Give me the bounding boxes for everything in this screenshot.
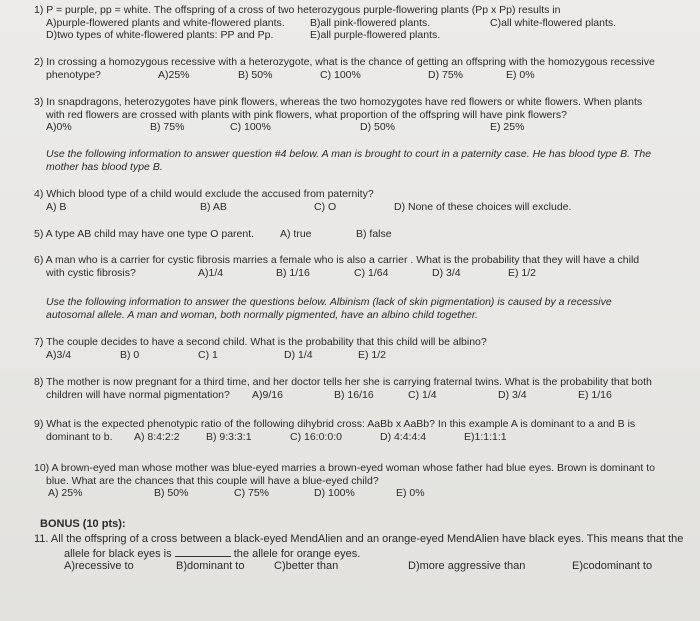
question-2-stem-line2: phenotype? bbox=[46, 68, 101, 81]
answer-blank bbox=[175, 547, 231, 557]
q1-choice-c: C)all white-flowered plants. bbox=[490, 16, 617, 29]
question-7 bbox=[34, 336, 674, 361]
info-block-paternity bbox=[46, 148, 676, 173]
question-6-stem: 6) A man who is a carrier for cystic fibrosis marries a female who is also a carrier . What is the probability that they will have a child bbox=[34, 254, 640, 266]
q9-choice-e: E)1:1:1:1 bbox=[464, 430, 507, 443]
question-11-line2-post: the allele for orange eyes. bbox=[233, 547, 361, 560]
q7-choice-d: D) 1/4 bbox=[284, 348, 313, 361]
q4-choice-c: C) O bbox=[314, 200, 337, 213]
q8-choice-b: B) 16/16 bbox=[334, 388, 374, 401]
info-1-line1: Use the following information to answer question #4 below. A man is brought to court in a paternity case. He has blood type B. The bbox=[46, 148, 652, 160]
question-11-stem: 11. All the offspring of a cross between a black-eyed MendAlien and an orange-eyed MendAlien have black eyes. This means that the bbox=[34, 533, 684, 545]
q5-choice-b: B) false bbox=[356, 228, 392, 240]
question-3-stem-line2: with red flowers are crossed with plants with pink flowers, what proportion of the offspring will have pink flowers? bbox=[46, 108, 567, 121]
q3-choice-e: E) 25% bbox=[490, 121, 525, 133]
q7-choice-b: B) 0 bbox=[120, 348, 140, 361]
q3-choice-b: B) 75% bbox=[150, 121, 185, 133]
question-11-line2-pre: allele for black eyes is bbox=[64, 547, 172, 560]
q1-choice-e: E)all purple-flowered plants. bbox=[310, 29, 441, 41]
q6-choice-e: E) 1/2 bbox=[508, 266, 537, 279]
question-6-stem-line2: with cystic fibrosis? bbox=[46, 266, 136, 279]
q3-choice-a: A)0% bbox=[46, 121, 72, 133]
question-10 bbox=[34, 462, 674, 500]
question-4 bbox=[34, 188, 674, 213]
info-2-line2: autosomal allele. A man and woman, both normally pigmented, have an albino child together. bbox=[46, 308, 478, 321]
q11-choice-a: A)recessive to bbox=[64, 560, 134, 572]
q9-choice-a: A) 8:4:2:2 bbox=[134, 430, 180, 443]
q8-choice-c: C) 1/4 bbox=[408, 388, 437, 401]
question-6 bbox=[34, 254, 674, 279]
q7-choice-c: C) 1 bbox=[198, 348, 218, 361]
q7-choice-e: E) 1/2 bbox=[358, 348, 387, 361]
q3-choice-d: D) 50% bbox=[360, 121, 396, 133]
q6-choice-a: A)1/4 bbox=[198, 266, 224, 279]
q9-choice-d: D) 4:4:4:4 bbox=[380, 430, 427, 443]
bonus-heading: BONUS (10 pts): bbox=[40, 518, 126, 530]
question-9-stem: 9) What is the expected phenotypic ratio of the following dihybrid cross: AaBb x AaBb? In this example A is dominant to a and B is bbox=[34, 418, 636, 430]
question-10-stem-line2: blue. What are the chances that this couple will have a blue-eyed child? bbox=[46, 474, 379, 487]
q6-choice-c: C) 1/64 bbox=[354, 266, 389, 279]
q10-choice-c: C) 75% bbox=[234, 487, 270, 499]
question-8-stem: 8) The mother is now pregnant for a third time, and her doctor tells her she is carrying fraternal twins. What is the probability that both bbox=[34, 376, 652, 388]
q10-choice-a: A) 25% bbox=[48, 487, 83, 499]
q11-choice-c: C)better than bbox=[274, 560, 339, 572]
q2-choice-c: C) 100% bbox=[320, 68, 361, 81]
q3-choice-c: C) 100% bbox=[230, 121, 271, 133]
q8-choice-d: D) 3/4 bbox=[498, 388, 527, 401]
q4-choice-a: A) B bbox=[46, 200, 67, 213]
q2-choice-d: D) 75% bbox=[428, 68, 464, 81]
q4-choice-d: D) None of these choices will exclude. bbox=[394, 200, 572, 213]
q11-choice-d: D)more aggressive than bbox=[408, 560, 526, 572]
q9-choice-b: B) 9:3:3:1 bbox=[206, 430, 252, 443]
question-3 bbox=[34, 96, 674, 134]
info-block-albinism bbox=[46, 296, 676, 321]
question-5-stem: 5) A type AB child may have one type O parent. bbox=[34, 228, 255, 240]
question-1 bbox=[34, 4, 674, 42]
info-1-line2: mother has blood type B. bbox=[46, 160, 163, 173]
question-1-stem: 1) P = purple, pp = white. The offspring of a cross of two heterozygous purple-flowering plants (Pp x Pp) results in bbox=[34, 4, 561, 16]
question-8-stem-line2: children will have normal pigmentation? bbox=[46, 388, 230, 401]
q1-choice-a: A)purple-flowered plants and white-flowered plants. bbox=[46, 16, 285, 29]
question-5 bbox=[34, 228, 674, 241]
q5-choice-a: A) true bbox=[280, 228, 312, 240]
q7-choice-a: A)3/4 bbox=[46, 348, 72, 361]
question-10-stem: 10) A brown-eyed man whose mother was blue-eyed marries a brown-eyed woman whose father had blue eyes. Brown is dominant to bbox=[34, 462, 655, 474]
question-4-stem: 4) Which blood type of a child would exclude the accused from paternity? bbox=[34, 188, 374, 200]
q10-choice-d: D) 100% bbox=[314, 487, 355, 499]
q4-choice-b: B) AB bbox=[200, 200, 227, 213]
question-2-stem: 2) In crossing a homozygous recessive with a heterozygote, what is the chance of getting an offspring with the homozygous recessive bbox=[34, 56, 655, 68]
question-2 bbox=[34, 56, 674, 81]
q11-choice-e: E)codominant to bbox=[572, 560, 653, 572]
q1-choice-b: B)all pink-flowered plants. bbox=[310, 16, 431, 29]
q2-choice-b: B) 50% bbox=[238, 68, 273, 81]
question-7-stem: 7) The couple decides to have a second child. What is the probability that this child will be albino? bbox=[34, 336, 487, 348]
q2-choice-a: A)25% bbox=[158, 68, 190, 81]
q11-choice-b: B)dominant to bbox=[176, 560, 245, 572]
q6-choice-d: D) 3/4 bbox=[432, 266, 461, 279]
q1-choice-d: D)two types of white-flowered plants: PP and Pp. bbox=[46, 29, 274, 41]
q8-choice-e: E) 1/16 bbox=[578, 388, 612, 401]
question-9-stem-line2: dominant to b. bbox=[46, 430, 113, 443]
question-11-bonus bbox=[34, 533, 684, 574]
q6-choice-b: B) 1/16 bbox=[276, 266, 310, 279]
question-9 bbox=[34, 418, 674, 443]
q8-choice-a: A)9/16 bbox=[252, 388, 283, 401]
q10-choice-e: E) 0% bbox=[396, 487, 425, 499]
question-3-stem: 3) In snapdragons, heterozygotes have pink flowers, whereas the two homozygotes have red flowers or white flowers. When plants bbox=[34, 96, 643, 108]
q10-choice-b: B) 50% bbox=[154, 487, 189, 499]
question-8 bbox=[34, 376, 674, 401]
q2-choice-e: E) 0% bbox=[506, 68, 535, 81]
q9-choice-c: C) 16:0:0:0 bbox=[290, 430, 342, 443]
info-2-line1: Use the following information to answer the questions below. Albinism (lack of skin pigmentation) is caused by a recessive bbox=[46, 296, 612, 308]
